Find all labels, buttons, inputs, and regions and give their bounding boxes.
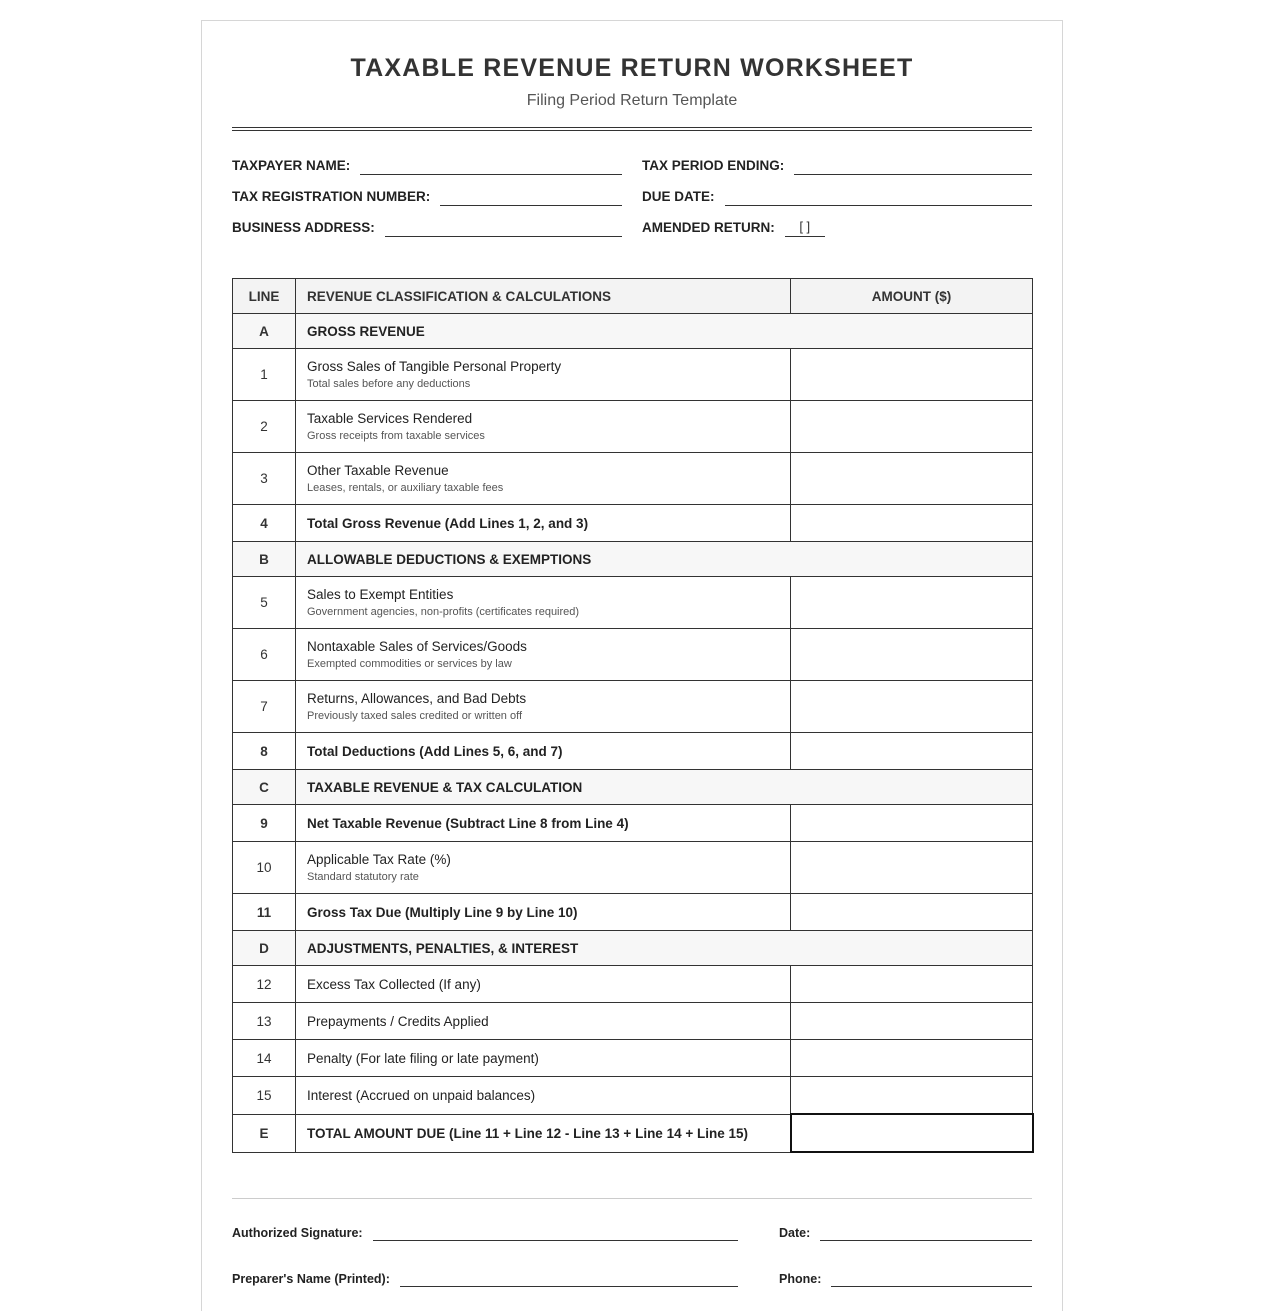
line-description [296,453,791,505]
line-label: Excess Tax Collected (If any) [296,966,791,1003]
signature-divider [232,1198,1032,1199]
signature-date-input[interactable] [820,1220,1032,1241]
amount-cell-line-6[interactable] [791,629,1033,681]
amended-return-field [642,215,842,237]
page-subtitle: Filing Period Return Template [526,92,738,109]
amount-cell-line-2[interactable] [791,401,1033,453]
due-date-input[interactable] [725,185,1033,206]
line-label: Interest (Accrued on unpaid balances) [296,1077,791,1115]
amount-cell-line-4[interactable] [791,505,1033,542]
total-amount-due-row [233,1114,1033,1152]
section-title: GROSS REVENUE [296,314,1033,349]
table-row [233,894,1033,931]
line-label: Nontaxable Sales of Services/Goods [307,639,527,654]
line-number: 9 [233,805,296,842]
worksheet-page [201,20,1063,1311]
section-title: ADJUSTMENTS, PENALTIES, & INTEREST [296,931,1033,966]
header-divider [232,127,1032,131]
line-label: Gross Tax Due (Multiply Line 9 by Line 10) [296,894,791,931]
line-note: Standard statutory rate [307,871,419,883]
line-number: 8 [233,733,296,770]
line-label: Prepayments / Credits Applied [296,1003,791,1040]
line-number: 7 [233,681,296,733]
line-label: Net Taxable Revenue (Subtract Line 8 from Line 4) [296,805,791,842]
line-number: 12 [233,966,296,1003]
section-row-a [233,314,1033,349]
business-address-input[interactable] [385,216,622,237]
phone-field [779,1265,1032,1287]
preparer-name-label: Preparer's Name (Printed): [232,1272,390,1286]
table-row [233,505,1033,542]
line-label: Total Gross Revenue (Add Lines 1, 2, and 3) [296,505,791,542]
amount-cell-line-12[interactable] [791,966,1033,1003]
amount-cell-line-8[interactable] [791,733,1033,770]
business-address-label: BUSINESS ADDRESS: [232,220,375,235]
section-row-b [233,542,1033,577]
amended-return-label: AMENDED RETURN: [642,220,775,235]
table-row [233,1040,1033,1077]
due-date-field [642,184,1032,206]
line-label: Applicable Tax Rate (%) [307,852,451,867]
phone-input[interactable] [831,1266,1032,1287]
preparer-name-field [232,1265,738,1287]
line-label: Returns, Allowances, and Bad Debts [307,691,527,706]
amount-cell-line-15[interactable] [791,1077,1033,1115]
authorized-signature-label: Authorized Signature: [232,1226,363,1240]
line-label: Penalty (For late filing or late payment) [296,1040,791,1077]
table-row [233,681,1033,733]
section-title: TAXABLE REVENUE & TAX CALCULATION [296,770,1033,805]
table-row [233,401,1033,453]
business-address-field [232,215,622,237]
table-row [233,577,1033,629]
authorized-signature-input[interactable] [373,1220,738,1241]
line-description [296,629,791,681]
amount-cell-line-10[interactable] [791,842,1033,894]
signature-date-label: Date: [779,1226,811,1240]
line-note: Exempted commodities or services by law [307,658,512,670]
table-row [233,733,1033,770]
tax-registration-input[interactable] [440,185,622,206]
classification-column-header: REVENUE CLASSIFICATION & CALCULATIONS [296,279,791,314]
amended-return-checkbox[interactable]: [ ] [785,218,825,237]
line-note: Leases, rentals, or auxiliary taxable fees [307,482,504,494]
line-number: D [233,931,296,966]
line-number: 11 [233,894,296,931]
table-row [233,1077,1033,1115]
line-number: 3 [233,453,296,505]
table-row [233,842,1033,894]
line-description [296,842,791,894]
line-note: Previously taxed sales credited or written off [307,710,523,722]
line-description [296,349,791,401]
line-number: E [233,1114,296,1152]
line-label: TOTAL AMOUNT DUE (Line 11 + Line 12 - Line 13 + Line 14 + Line 15) [296,1114,791,1152]
amount-cell-line-7[interactable] [791,681,1033,733]
taxpayer-name-label: TAXPAYER NAME: [232,158,351,173]
tax-registration-label: TAX REGISTRATION NUMBER: [232,189,431,204]
taxpayer-name-input[interactable] [360,154,622,175]
line-label: Taxable Services Rendered [307,411,473,426]
signature-date-field [779,1219,1032,1241]
line-label: Total Deductions (Add Lines 5, 6, and 7) [296,733,791,770]
amount-cell-line-5[interactable] [791,577,1033,629]
line-number: 1 [233,349,296,401]
tax-period-ending-input[interactable] [794,154,1032,175]
amount-column-header: AMOUNT ($) [791,279,1033,314]
table-header-row [233,279,1033,314]
amount-cell-line-9[interactable] [791,805,1033,842]
amount-cell-line-13[interactable] [791,1003,1033,1040]
table-row [233,349,1033,401]
line-number: B [233,542,296,577]
line-number: 10 [233,842,296,894]
line-description [296,401,791,453]
preparer-name-input[interactable] [400,1266,738,1287]
table-row [233,629,1033,681]
table-row [233,805,1033,842]
line-number: 6 [233,629,296,681]
section-row-d [233,931,1033,966]
due-date-label: DUE DATE: [642,189,715,204]
line-note: Government agencies, non-profits (certificates required) [307,606,580,618]
line-number: C [233,770,296,805]
section-title: ALLOWABLE DEDUCTIONS & EXEMPTIONS [296,542,1033,577]
tax-period-ending-label: TAX PERIOD ENDING: [642,158,785,173]
taxpayer-name-field [232,153,622,175]
line-label: Sales to Exempt Entities [307,587,454,602]
total-amount-due-cell[interactable] [791,1114,1033,1152]
tax-registration-field [232,184,622,206]
line-label: Gross Sales of Tangible Personal Property [307,359,562,374]
line-number: 2 [233,401,296,453]
table-row [233,1003,1033,1040]
worksheet-table [232,278,1034,1153]
amount-cell-line-11[interactable] [791,894,1033,931]
line-number: 14 [233,1040,296,1077]
amount-cell-line-3[interactable] [791,453,1033,505]
table-row [233,453,1033,505]
amount-cell-line-1[interactable] [791,349,1033,401]
line-number: 13 [233,1003,296,1040]
line-number: 4 [233,505,296,542]
line-label: Other Taxable Revenue [307,463,449,478]
line-description [296,681,791,733]
line-number: 15 [233,1077,296,1115]
line-column-header: LINE [233,279,296,314]
phone-label: Phone: [779,1272,822,1286]
tax-period-ending-field [642,153,1032,175]
authorized-signature-field [232,1219,738,1241]
line-number: 5 [233,577,296,629]
page-title: TAXABLE REVENUE RETURN WORKSHEET [350,54,914,82]
line-note: Total sales before any deductions [307,378,471,390]
table-row [233,966,1033,1003]
line-note: Gross receipts from taxable services [307,430,485,442]
amount-cell-line-14[interactable] [791,1040,1033,1077]
line-number: A [233,314,296,349]
section-row-c [233,770,1033,805]
line-description [296,577,791,629]
